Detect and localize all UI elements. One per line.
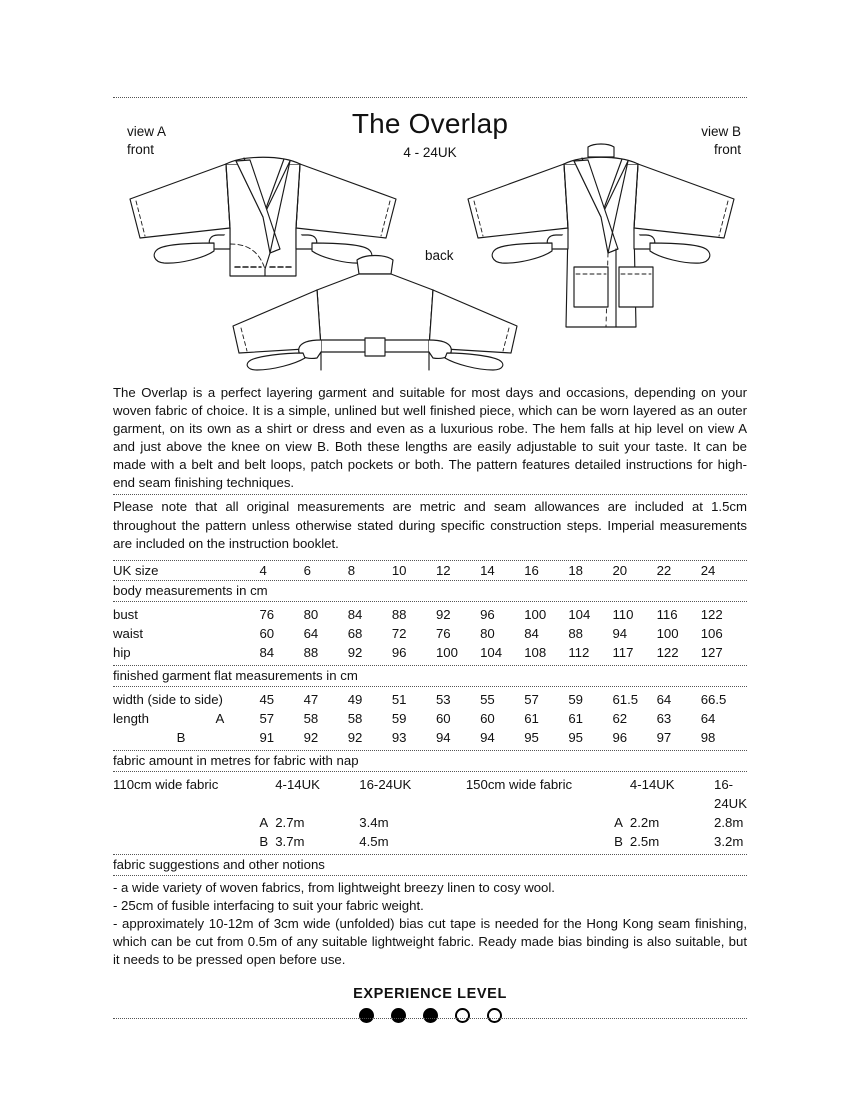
fabric-right-col2-heading: 16-24UK [714, 776, 747, 811]
measurement-cell: 117 [612, 644, 634, 660]
fabric-view-label: B [614, 833, 623, 849]
measurement-cell: 61 [568, 710, 583, 726]
measurement-cell: 108 [524, 644, 547, 660]
measurement-cell: 57 [524, 691, 539, 707]
measurement-cell: 66.5 [700, 691, 727, 707]
measurement-cell: 84 [347, 606, 363, 622]
size-cell: 14 [480, 562, 495, 578]
size-cell: 12 [435, 562, 451, 578]
view-a-label-line2: front [127, 142, 155, 158]
view-b-label-line2: front [713, 142, 741, 158]
measurement-cell: 76 [435, 625, 451, 641]
row-label [113, 728, 259, 747]
size-cell: 18 [568, 562, 583, 578]
view-a-label-line1: view A [127, 124, 167, 139]
fabric-amount-table [113, 775, 747, 851]
measurement-cell: 93 [391, 729, 407, 745]
measurement-cell: 51 [391, 691, 407, 707]
measurement-cell: 97 [656, 729, 672, 745]
measurement-cell: 80 [480, 625, 495, 641]
measurement-cell: 61 [524, 710, 539, 726]
pattern-sheet [113, 97, 747, 1019]
measurement-cell: 100 [524, 606, 547, 622]
table-row [113, 728, 747, 747]
measurement-cell: 100 [435, 644, 458, 660]
back-view-label: back [425, 248, 454, 263]
experience-level-title: EXPERIENCE LEVEL [353, 986, 507, 1003]
page-title: The Overlap [351, 108, 509, 139]
fabric-right-col1-heading: 4-14UK [629, 776, 675, 792]
notions-caption: fabric suggestions and other notions [113, 856, 325, 872]
table-row [113, 709, 747, 728]
row-label-text: length [113, 710, 149, 726]
measurement-cell: 68 [347, 625, 363, 641]
experience-dot-filled [359, 1008, 374, 1023]
table-row [113, 624, 747, 643]
measurement-cell: 106 [700, 625, 723, 641]
measurement-cell: 59 [568, 691, 583, 707]
fabric-heading-row [113, 775, 747, 813]
size-cell: 24 [700, 562, 716, 578]
measurement-cell: 98 [700, 729, 716, 745]
fabric-amount-cell: 2.2m [629, 814, 660, 830]
uk-size-label: UK size [113, 562, 159, 578]
measurement-cell: 95 [524, 729, 539, 745]
measurement-cell: 58 [303, 710, 319, 726]
experience-dot-filled [423, 1008, 438, 1023]
size-cell: 16 [524, 562, 539, 578]
measurement-cell: 64 [656, 691, 672, 707]
measurement-cell: 53 [435, 691, 451, 707]
measurement-cell: 116 [656, 606, 678, 622]
header-illustrations [113, 98, 747, 384]
body-measurements-table [113, 605, 747, 662]
view-sub-label: A [215, 710, 225, 726]
list-item: - a wide variety of woven fabrics, from lightweight breezy linen to cosy wool. [113, 879, 555, 895]
measurement-note-paragraph: Please note that all original measurements are metric and seam allowances are included at 1.5cm throughout the pattern unless otherwise stated during specific construction steps. Imperial measurements are included on the instruction booklet. [113, 499, 747, 551]
fabric-view-label: A [614, 814, 623, 830]
measurement-cell: 60 [480, 710, 495, 726]
fabric-width-150-heading: 150cm wide fabric [465, 776, 573, 792]
table-row [113, 690, 747, 709]
experience-dot-empty [487, 1008, 502, 1023]
experience-level-section [113, 969, 747, 1023]
description-paragraph: The Overlap is a perfect layering garment and suitable for most days and occasions, depending on your woven fabric of choice. It is a simple, unlined but well finished piece, which can be worn layered as an outer garment, on its own as a shirt or dress and even as a luxurious robe. The hem falls at hip level on view A and just above the knee on view B. Both these lengths are easily adjustable to suit your taste. It can be made with a belt and belt loops, patch pockets or both. The pattern features detailed instructions for high-end seam finishing techniques. [113, 385, 747, 491]
measurement-cell: 104 [480, 644, 503, 660]
fabric-view-label: A [259, 814, 269, 830]
measurement-cell: 122 [656, 644, 679, 660]
measurement-cell: 88 [391, 606, 407, 622]
measurement-cell: 96 [480, 606, 495, 622]
measurement-cell: 100 [656, 625, 679, 641]
view-sub-label: B [176, 729, 186, 745]
measurement-cell: 84 [524, 625, 539, 641]
measurement-cell: 122 [700, 606, 723, 622]
uk-size-row [113, 561, 747, 580]
fabric-amount-cell: 3.2m [714, 833, 744, 849]
measurement-cell: 96 [612, 729, 628, 745]
measurement-cell: 62 [612, 710, 628, 726]
measurement-cell: 58 [347, 710, 363, 726]
measurement-cell: 94 [480, 729, 495, 745]
experience-dot-empty [455, 1008, 470, 1023]
view-b-label-line1: view B [701, 124, 741, 139]
list-item: - 25cm of fusible interfacing to suit your fabric weight. [113, 897, 424, 913]
measurement-cell: 64 [700, 710, 716, 726]
size-cell: 8 [347, 562, 356, 578]
measurement-cell: 112 [568, 644, 590, 660]
measurement-cell: 63 [656, 710, 672, 726]
experience-dot-filled [391, 1008, 406, 1023]
measurement-cell: 88 [568, 625, 583, 641]
fabric-amount-cell: 3.7m [275, 833, 305, 849]
table-row [113, 605, 747, 624]
measurement-cell: 60 [435, 710, 451, 726]
bottom-border-rule [113, 1018, 747, 1019]
size-cell: 10 [391, 562, 407, 578]
fabric-amount-caption: fabric amount in metres for fabric with nap [113, 752, 359, 768]
measurement-cell: 57 [259, 710, 275, 726]
fabric-amount-cell: 2.7m [275, 814, 305, 830]
size-cell: 20 [612, 562, 628, 578]
size-cell: 22 [656, 562, 672, 578]
fabric-width-110-heading: 110cm wide fabric [113, 776, 219, 792]
measurement-cell: 61.5 [612, 691, 639, 707]
measurement-cell: 59 [391, 710, 407, 726]
row-label: width (side to side) [113, 691, 223, 707]
measurement-cell: 92 [303, 729, 319, 745]
size-range-subtitle: 4 - 24UK [403, 145, 457, 160]
back-technical-drawing [225, 248, 525, 378]
measurement-cell: 94 [612, 625, 628, 641]
measurement-cell: 88 [303, 644, 319, 660]
fabric-view-label: B [259, 833, 269, 849]
measurement-cell: 45 [259, 691, 275, 707]
row-label: waist [113, 625, 144, 641]
fabric-row-a [113, 813, 747, 832]
measurement-cell: 92 [347, 729, 363, 745]
measurement-cell: 80 [303, 606, 319, 622]
size-cell: 4 [259, 562, 267, 578]
row-label: bust [113, 606, 138, 622]
size-cell: 6 [303, 562, 311, 578]
measurement-cell: 127 [700, 644, 723, 660]
row-label: hip [113, 644, 131, 660]
fabric-left-col1-heading: 4-14UK [275, 776, 320, 792]
measurement-cell: 64 [303, 625, 319, 641]
experience-level-dots [113, 1008, 747, 1023]
measurement-cell: 92 [347, 644, 363, 660]
finished-measurements-table [113, 690, 747, 747]
fabric-amount-cell: 2.5m [629, 833, 660, 849]
row-label [113, 709, 259, 728]
measurement-cell: 95 [568, 729, 583, 745]
measurement-cell: 110 [612, 606, 634, 622]
body-measurements-caption: body measurements in cm [113, 582, 268, 598]
measurement-cell: 55 [480, 691, 495, 707]
fabric-amount-cell: 4.5m [359, 833, 389, 849]
measurement-cell: 47 [303, 691, 319, 707]
fabric-amount-cell: 3.4m [359, 814, 389, 830]
measurement-cell: 60 [259, 625, 275, 641]
list-item: - approximately 10-12m of 3cm wide (unfolded) bias cut tape is needed for the Hong Kong seam finishing, which can be cut from 0.5m of any suitable lightweight fabric. Ready made bias binding is also suitable, but it needs to be pressed open before use. [113, 915, 747, 968]
measurement-cell: 104 [568, 606, 591, 622]
measurement-cell: 92 [435, 606, 451, 622]
uk-size-table [113, 561, 747, 580]
fabric-amount-cell: 2.8m [714, 814, 744, 830]
measurement-cell: 91 [259, 729, 275, 745]
measurement-cell: 84 [259, 644, 275, 660]
measurement-cell: 49 [347, 691, 363, 707]
finished-measurements-caption: finished garment flat measurements in cm [113, 667, 358, 683]
measurement-cell: 94 [435, 729, 451, 745]
measurement-cell: 76 [259, 606, 275, 622]
fabric-left-col2-heading: 16-24UK [359, 776, 412, 792]
fabric-row-b [113, 832, 747, 851]
measurement-cell: 96 [391, 644, 407, 660]
measurement-cell: 72 [391, 625, 407, 641]
table-row [113, 643, 747, 662]
